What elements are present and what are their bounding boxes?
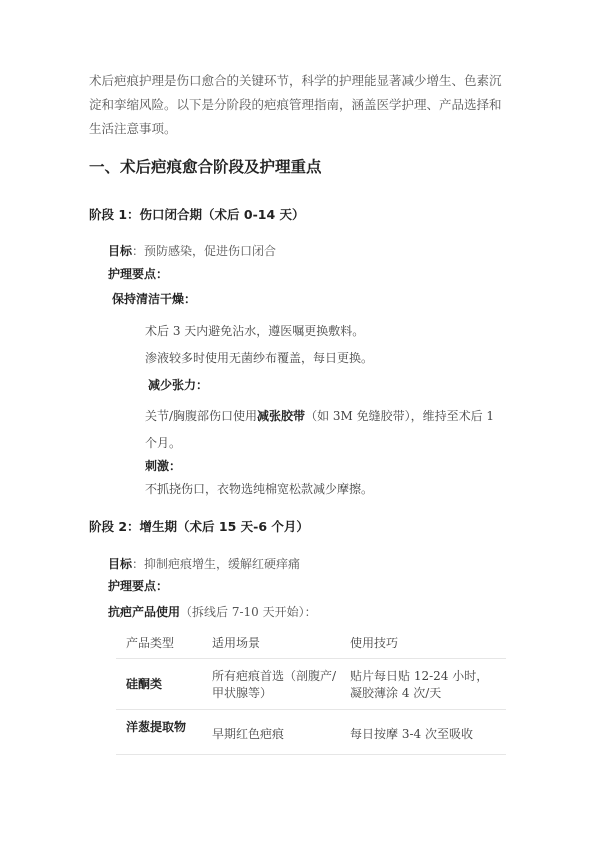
table-cell-type: 硅酮类 — [126, 677, 163, 691]
table-row — [116, 659, 506, 710]
table-header-cell: 使用技巧 — [350, 636, 399, 650]
section-heading-1: 一、术后疤痕愈合阶段及护理重点 — [89, 158, 322, 176]
stage-2-points-label: 护理要点： — [108, 579, 169, 593]
table-cell-tip: 每日按摩 3-4 次至吸收 — [350, 727, 473, 741]
tension-tape-highlight: 减张胶带 — [257, 409, 306, 423]
stage-2-heading: 阶段 2：增生期（术后 15 天-6 个月） — [89, 519, 309, 534]
clean-dry-label: 保持清洁干燥： — [112, 292, 197, 306]
stage-1-goal — [108, 242, 276, 259]
table-cell-scene: 所有疤痕首选（剖腹产/甲状腺等） — [212, 669, 337, 700]
anti-scar-products-label: 抗疤产品使用（拆线后 7-10 天开始）： — [108, 605, 317, 619]
reduce-tension-label: 减少张力： — [148, 378, 209, 392]
goal-text: ：预防感染，促进伤口闭合 — [132, 244, 277, 258]
stage-1-heading: 阶段 1：伤口闭合期（术后 0-14 天） — [89, 207, 305, 222]
table-cell-type: 洋葱提取物 — [126, 720, 187, 734]
clean-item-1: 术后 3 天内避免沾水，遵医嘱更换敷料。 — [145, 324, 365, 338]
intro-paragraph: 术后疤痕护理是伤口愈合的关键环节，科学的护理能显著减少增生、色素沉淀和挛缩风险。以下是分阶段的疤痕管理指南，涵盖医学护理、产品选择和生活注意事项。 — [89, 73, 502, 136]
stimulus-label: 刺激： — [145, 459, 182, 473]
tension-item: 关节/胸腹部伤口使用减张胶带（如 3M 免缝胶带），维持至术后 1 — [145, 409, 495, 423]
table-header-row — [116, 626, 506, 659]
table-header-cell: 产品类型 — [126, 636, 175, 650]
stage-2-goal: 目标：抑制疤痕增生，缓解红硬痒痛 — [108, 557, 301, 571]
table-header-cell: 适用场景 — [212, 636, 261, 650]
stimulus-item: 不抓挠伤口，衣物选纯棉宽松款减少摩擦。 — [145, 482, 374, 496]
table-cell-tip: 贴片每日贴 12-24 小时，凝胶薄涂 4 次/天 — [350, 669, 489, 700]
table-cell-scene: 早期红色疤痕 — [212, 727, 285, 741]
tension-item-cont: 个月。 — [145, 436, 182, 450]
clean-item-2: 渗液较多时使用无菌纱布覆盖，每日更换。 — [145, 351, 374, 365]
table-row — [116, 710, 506, 755]
points-label: 护理要点 — [108, 267, 157, 281]
stage-1-points-label: 护理要点： — [108, 267, 169, 281]
goal-label: 目标 — [108, 244, 133, 258]
product-table — [116, 626, 506, 755]
